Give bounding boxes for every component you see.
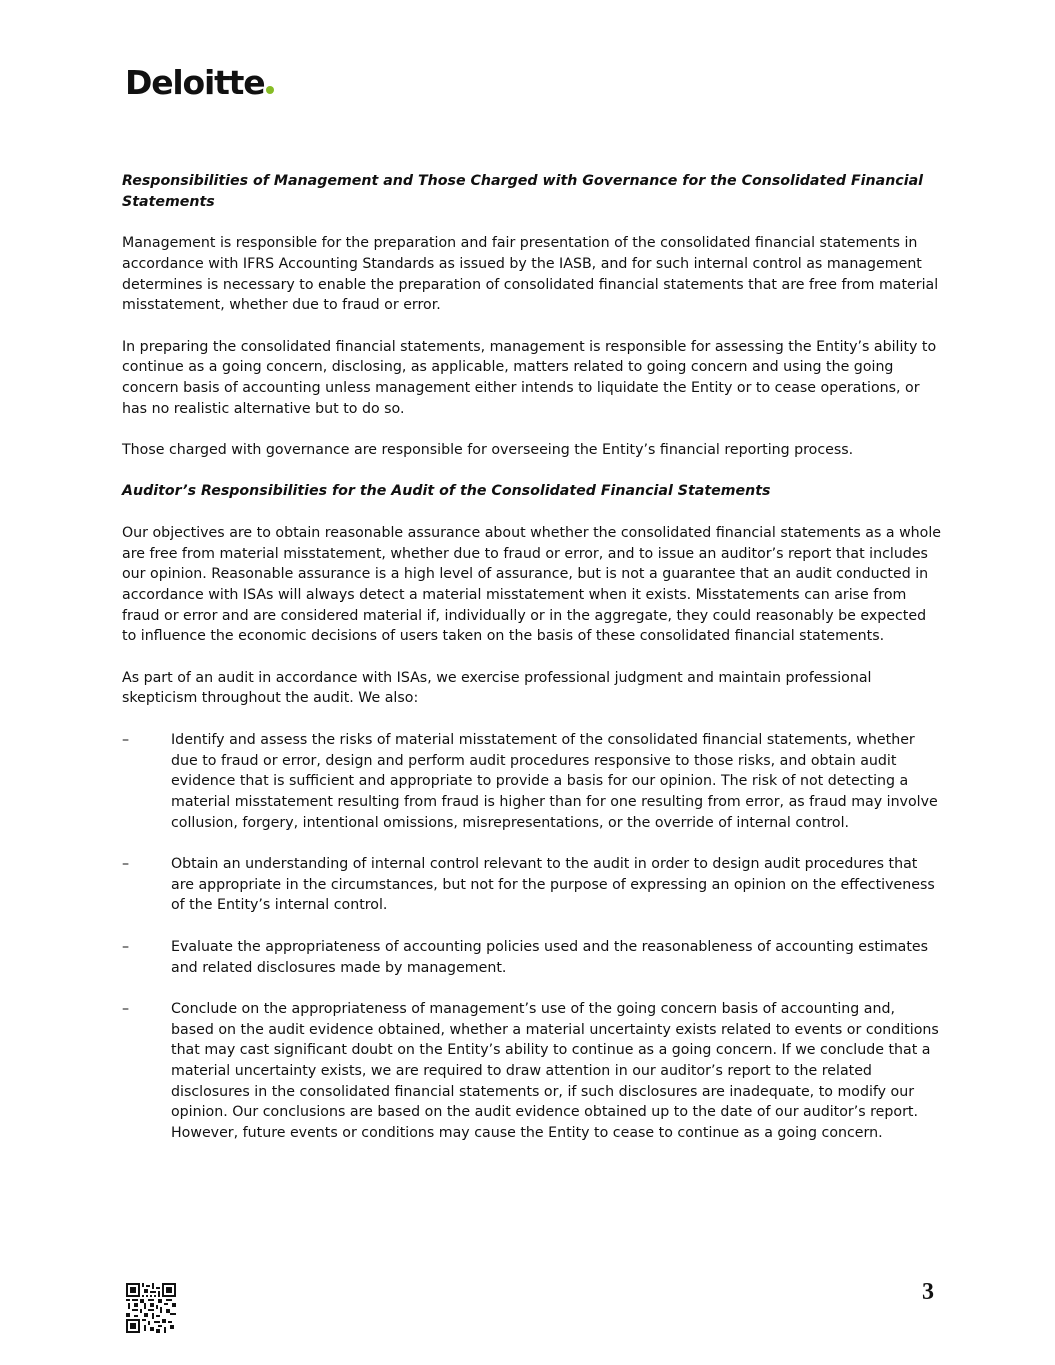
dash-bullet-icon: – [122, 1000, 130, 1017]
paragraph: Those charged with governance are responsible for overseeing the Entity’s financial reporting process. [122, 442, 854, 459]
management-responsibilities-heading: Responsibilities of Management and Those Charged with Governance for the Consolidated Financial Statements [122, 173, 924, 210]
document-body [122, 171, 942, 1165]
list-item-text: Obtain an understanding of internal control relevant to the audit in order to design audit procedures that are appropriate in the circumstances, but not for the purpose of expressing an opinion on the effectiveness of the Entity’s internal control. [171, 856, 935, 914]
list-item-text: Evaluate the appropriateness of accounting policies used and the reasonableness of accounting estimates and related disclosures made by management. [171, 938, 929, 976]
logo-text: Deloitte [125, 63, 265, 102]
list-item [122, 730, 942, 834]
dash-bullet-icon: – [122, 856, 130, 873]
dash-bullet-icon: – [122, 731, 130, 748]
paragraph: Management is responsible for the preparation and fair presentation of the consolidated financial statements in accordance with IFRS Accounting Standards as issued by the IASB, and for such internal control as management determines is necessary to enable the preparation of consolidated financial statements that are free from material misstatement, whether due to fraud or error. [122, 235, 939, 314]
logo-green-dot-icon [266, 86, 274, 94]
page-number: 3 [922, 1279, 934, 1305]
list-item-text: Conclude on the appropriateness of management’s use of the going concern basis of accounting and, based on the audit evidence obtained, whether a material uncertainty exists related to events or conditions that may cast significant doubt on the Entity’s ability to continue as a going concern. If we conclude that a material uncertainty exists, we are required to draw attention in our auditor’s report to the related disclosures in the consolidated financial statements or, if such disclosures are inadequate, to modify our opinion. Our conclusions are based on the audit evidence obtained up to the date of our auditor’s report. However, future events or conditions may cause the Entity to cease to continue as a going concern. [171, 1000, 939, 1142]
paragraph: Our objectives are to obtain reasonable assurance about whether the consolidated financial statements as a whole are free from material misstatement, whether due to fraud or error, and to issue an auditor’s report that includes our opinion. Reasonable assurance is a high level of assurance, but is not a guarantee that an audit conducted in accordance with ISAs will always detect a material misstatement when it exists. Misstatements can arise from fraud or error and are considered material if, individually or in the aggregate, they could reasonably be expected to influence the economic decisions of users taken on the basis of these consolidated financial statements. [122, 524, 942, 645]
auditor-responsibilities-heading: Auditor’s Responsibilities for the Audit of the Consolidated Financial Statements [122, 483, 771, 500]
deloitte-logo [125, 63, 274, 102]
paragraph: As part of an audit in accordance with ISAs, we exercise professional judgment and maintain professional skepticism throughout the audit. We also: [122, 669, 872, 707]
qr-code-icon [126, 1283, 176, 1333]
list-item [122, 854, 942, 916]
list-item [122, 937, 942, 978]
dash-bullet-icon: – [122, 938, 130, 955]
paragraph: In preparing the consolidated financial statements, management is responsible for assessing the Entity’s ability to continue as a going concern, disclosing, as applicable, matters related to going concern and using the going concern basis of accounting unless management either intends to liquidate the Entity or to cease operations, or has no realistic alternative but to do so. [122, 338, 937, 417]
list-item-text: Identify and assess the risks of material misstatement of the consolidated financial statements, whether due to fraud or error, design and perform audit procedures responsive to those risks, and obtain audit evidence that is sufficient and appropriate to provide a basis for our opinion. The risk of not detecting a material misstatement resulting from fraud is higher than for one resulting from error, as fraud may involve collusion, forgery, intentional omissions, misrepresentations, or the override of internal control. [171, 731, 938, 831]
list-item [122, 999, 942, 1144]
